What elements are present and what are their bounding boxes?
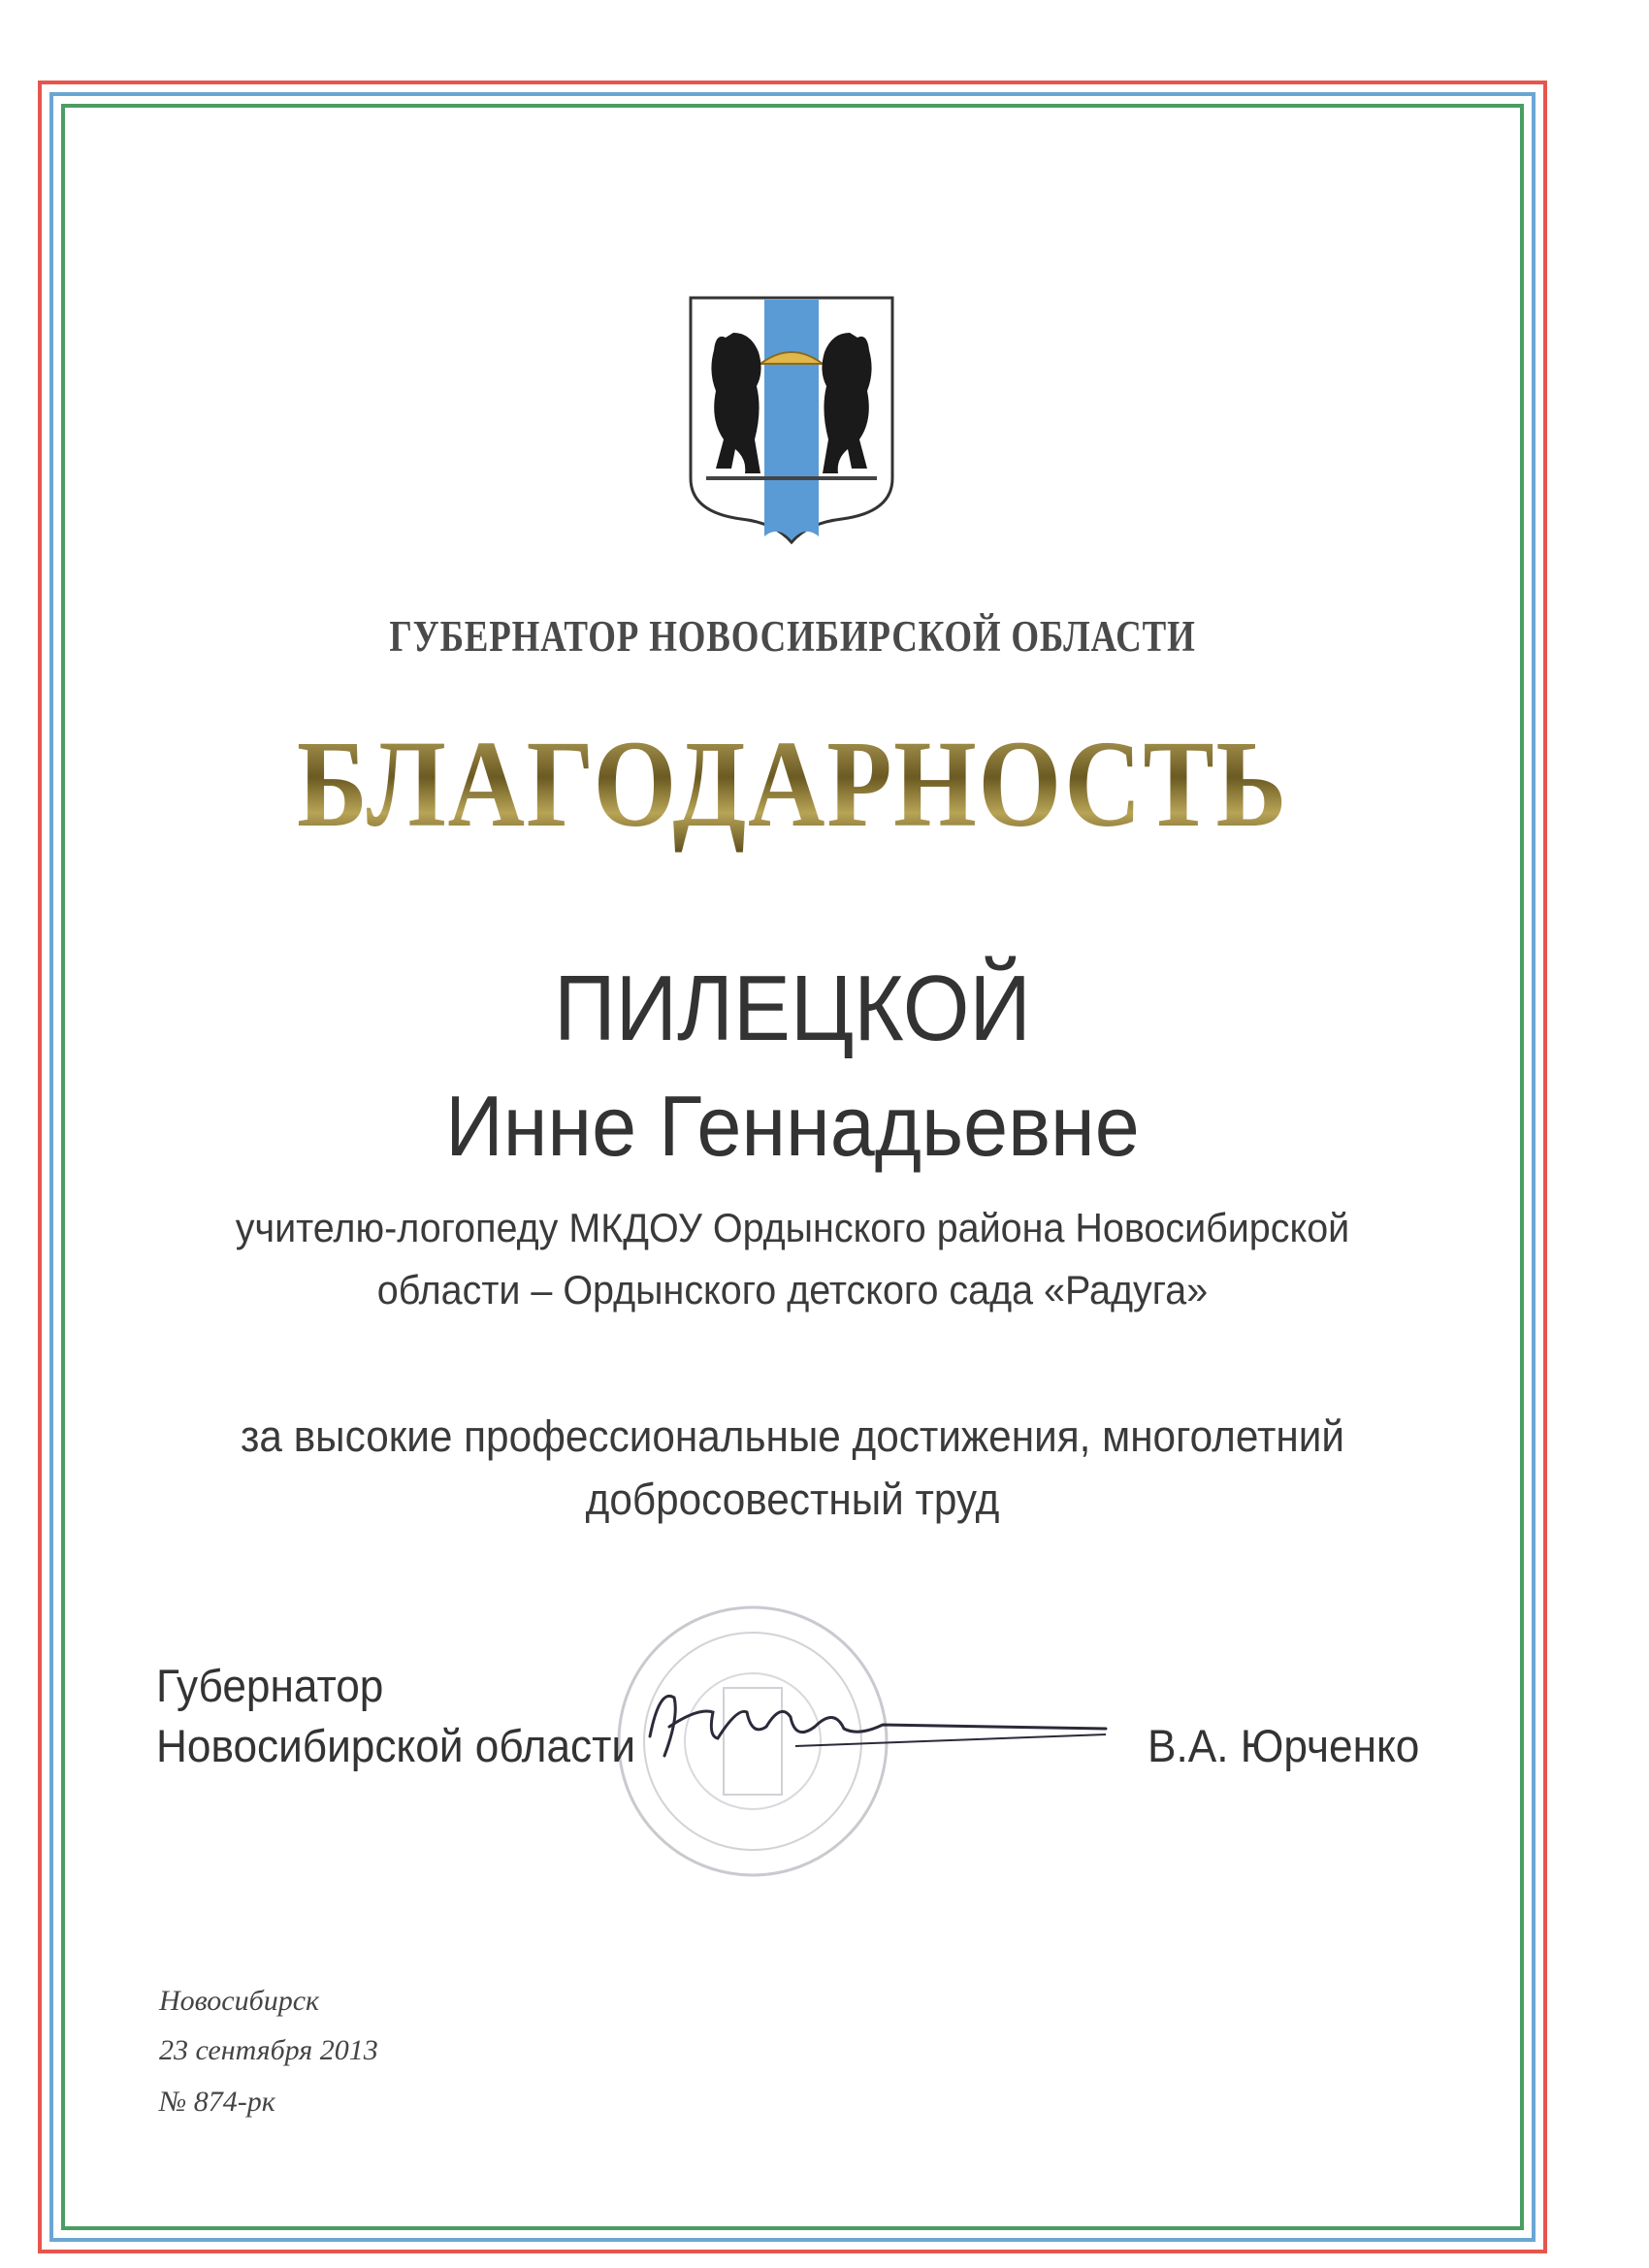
- recipient-position-line-2: области – Ордынского детского сада «Радуга»: [376, 1267, 1209, 1312]
- recipient-position-line-1: учителю-логопеду МКДОУ Ордынского района Новосибирской: [235, 1205, 1350, 1250]
- signatory-title-line-1: Губернатор: [156, 1660, 384, 1711]
- reason-line-2: добросовестный труд: [585, 1474, 1000, 1524]
- recipient-given-names: Инне Геннадьевне: [445, 1078, 1140, 1174]
- signatory-title-line-2: Новосибирской области: [156, 1720, 636, 1771]
- signatory-name: В.А. Юрченко: [1148, 1720, 1420, 1771]
- reason-line-1: за высокие профессиональные достижения, многолетний: [241, 1411, 1344, 1461]
- recipient-surname: ПИЛЕЦКОЙ: [554, 956, 1031, 1060]
- issuer-heading: ГУБЕРНАТОР НОВОСИБИРСКОЙ ОБЛАСТИ: [389, 612, 1196, 661]
- issue-city: Новосибирск: [159, 1985, 320, 2017]
- document-title: БЛАГОДАРНОСТЬ: [111, 713, 1473, 856]
- document-number: № 874-рк: [159, 2086, 275, 2118]
- handwritten-signature: [621, 1669, 1125, 1785]
- coat-of-arms-emblem: [687, 294, 896, 544]
- issue-date: 23 сентября 2013: [159, 2034, 378, 2066]
